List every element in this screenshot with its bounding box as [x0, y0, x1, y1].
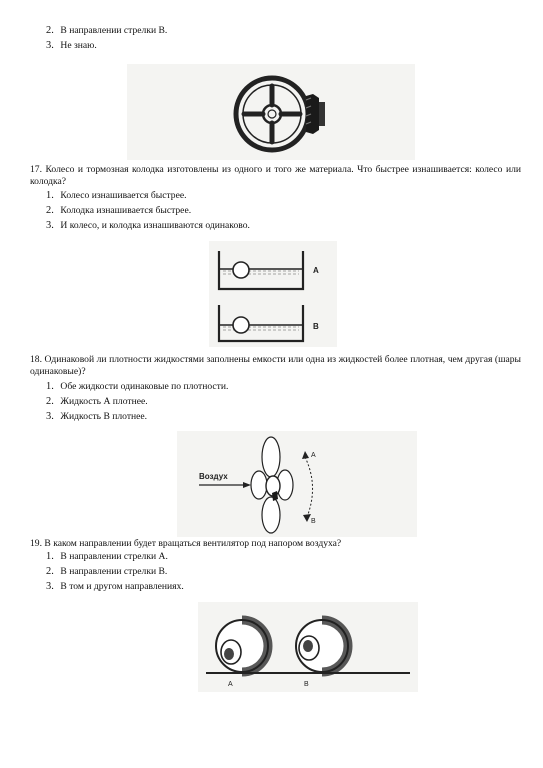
option-text: Не знаю.	[60, 40, 97, 51]
figure-label-b: B	[313, 322, 319, 331]
liquid-containers-figure	[209, 241, 337, 347]
q19-option-2	[46, 565, 167, 579]
wheel-brake-figure	[127, 64, 415, 160]
roller-label-b: B	[304, 681, 309, 688]
option-text: Жидкость А плотнее.	[60, 396, 148, 407]
option-number: 3.	[46, 581, 54, 592]
q17-option-1	[46, 189, 186, 203]
figure-label-a: A	[313, 266, 319, 275]
option-text: Колодка изнашивается быстрее.	[60, 205, 192, 216]
question-18: 18. Одинаковой ли плотности жидкостями заполнены емкости или одна из жидкостей более плотная, чем другая (шары одинаковые)?	[30, 354, 521, 378]
q18-option-3	[46, 410, 147, 424]
question-17: 17. Колесо и тормозная колодка изготовлены из одного и того же материала. Что быстрее изнашивается: колесо или колодка?	[30, 164, 521, 188]
fan-figure	[177, 431, 417, 537]
option-text: В направлении стрелки В.	[60, 25, 168, 36]
option-2	[46, 24, 167, 38]
q19-option-1	[46, 550, 168, 564]
air-label: Воздух	[199, 472, 228, 481]
question-19: 19. В каком направлении будет вращаться вентилятор под напором воздуха?	[30, 538, 342, 549]
option-number: 2.	[46, 396, 54, 407]
q18-option-2	[46, 395, 148, 409]
option-number: 3.	[46, 411, 54, 422]
option-text: В направлении стрелки В.	[60, 566, 168, 577]
option-text: Обе жидкости одинаковые по плотности.	[60, 381, 229, 392]
option-text: Жидкость В плотнее.	[60, 411, 148, 422]
option-number: 3.	[46, 220, 54, 231]
q17-option-3	[46, 219, 250, 233]
option-number: 3.	[46, 40, 54, 51]
option-number: 1.	[46, 381, 54, 392]
option-text: Колесо изнашивается быстрее.	[60, 190, 187, 201]
arrow-label-a: A	[311, 452, 316, 459]
q19-option-3	[46, 580, 184, 594]
option-number: 1.	[46, 551, 54, 562]
option-number: 2.	[46, 25, 54, 36]
option-text: И колесо, и колодка изнашиваются одинаково.	[60, 220, 250, 231]
q17-option-2	[46, 204, 191, 218]
option-number: 1.	[46, 190, 54, 201]
option-text: В направлении стрелки А.	[60, 551, 168, 562]
roller-label-a: A	[228, 681, 233, 688]
option-number: 2.	[46, 205, 54, 216]
q18-option-1	[46, 380, 228, 394]
rollers-figure	[198, 602, 418, 692]
arrow-label-b: B	[311, 518, 316, 525]
option-number: 2.	[46, 566, 54, 577]
option-text: В том и другом направлениях.	[60, 581, 184, 592]
option-3	[46, 39, 97, 53]
